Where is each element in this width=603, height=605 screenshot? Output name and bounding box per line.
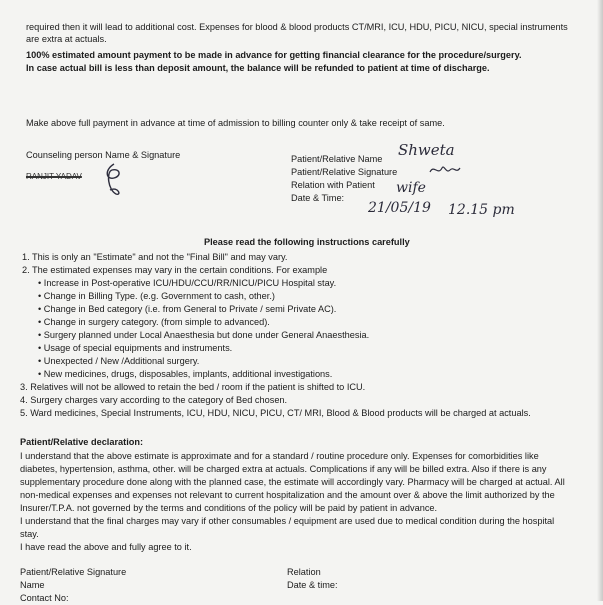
full-payment-note: Make above full payment in advance at time of admission to billing counter only & take receipt of same. [26, 118, 445, 128]
instruction-item: • Unexpected / New /Additional surgery. [38, 356, 200, 366]
declaration-line: Insurer/T.P.A. not governed by the terms and conditions of the policy will be paid by patient in advance. [20, 503, 438, 513]
date-handwritten: 21/05/19 [368, 200, 431, 216]
patient-name-label: Patient/Relative Name [291, 154, 383, 164]
instruction-item: • Change in Bed category (i.e. from General to Private / semi Private AC). [38, 304, 337, 314]
advance-payment-notice: 100% estimated amount payment to be made in advance for getting financial clearance for the procedure/surgery. [26, 50, 522, 60]
instruction-item: 4. Surgery charges vary according to the category of Bed chosen. [20, 395, 288, 405]
declaration-line: I have read the above and fully agree to it. [20, 542, 192, 552]
relation-handwritten: wife [396, 180, 426, 196]
instruction-item: • Change in Billing Type. (e.g. Government to cash, other.) [38, 291, 275, 301]
footer-date-label: Date & time: [287, 580, 338, 590]
instruction-item: • Usage of special equipments and instruments. [38, 343, 233, 353]
patient-name-handwritten: Shweta [398, 141, 455, 159]
declaration-line: I understand that the above estimate is approximate and for a standard / routine procedure only. Expenses for comorbidities like [20, 451, 539, 461]
instructions-heading: Please read the following instructions carefully [204, 237, 410, 247]
top-line-2: are extra at actuals. [26, 34, 107, 44]
instruction-item: 3. Relatives will not be allowed to retain the bed / room if the patient is shifted to ICU. [20, 382, 366, 392]
footer-relation-label: Relation [287, 567, 321, 577]
instruction-item: 1. This is only an "Estimate" and not the "Final Bill" and may vary. [22, 252, 288, 262]
instruction-item: • New medicines, drugs, disposables, implants, additional investigations. [38, 369, 333, 379]
counselor-name-struck: RANJIT YADAV [26, 172, 82, 181]
instruction-item: 2. The estimated expenses may vary in the certain conditions. For example [22, 265, 328, 275]
instruction-item: • Surgery planned under Local Anaesthesia but done under General Anaesthesia. [38, 330, 370, 340]
footer-name-label: Name [20, 580, 45, 590]
patient-signature-label: Patient/Relative Signature [291, 167, 398, 177]
refund-notice: In case actual bill is less than deposit amount, the balance will be refunded to patient at time of discharge. [26, 63, 490, 73]
declaration-line: stay. [20, 529, 39, 539]
page-edge-shadow [597, 0, 603, 601]
declaration-heading: Patient/Relative declaration: [20, 437, 144, 447]
patient-signature-icon [428, 162, 462, 178]
declaration-line: I understand that the final charges may vary if other consumables / equipment are used due to medical condition during the hospital [20, 516, 555, 526]
instruction-item: 5. Ward medicines, Special Instruments, ICU, HDU, NICU, PICU, CT/ MRI, Blood & Blood products will be charged at actuals. [20, 408, 531, 418]
declaration-line: non-medical expenses and expenses not relevant to current hospitalization and the amount over & above the limit authorized by the [20, 490, 555, 500]
counselor-signature-icon [100, 160, 128, 204]
footer-contact-label: Contact No: [20, 593, 69, 603]
declaration-line: supplementary procedure done along with the planned case, the estimate will accordingly vary. Pharmacy will be charged at actual. All [20, 477, 565, 487]
time-handwritten: 12.15 pm [448, 202, 515, 218]
date-time-label: Date & Time: [291, 193, 345, 203]
instruction-item: • Change in surgery category. (from simple to advanced). [38, 317, 270, 327]
top-line-1: required then it will lead to additional cost. Expenses for blood & blood products CT/MRI, ICU, HDU, PICU, NICU, special instruments [26, 22, 568, 32]
declaration-line: diabetes, hypertension, asthma, other. will be charged extra at actuals. Complications if any will be billed extra. Also if there is any [20, 464, 547, 474]
counseling-person-label: Counseling person Name & Signature [26, 150, 181, 160]
footer-signature-label: Patient/Relative Signature [20, 567, 127, 577]
instruction-item: • Increase in Post-operative ICU/HDU/CCU/RR/NICU/PICU Hospital stay. [38, 278, 337, 288]
relation-label: Relation with Patient [291, 180, 375, 190]
